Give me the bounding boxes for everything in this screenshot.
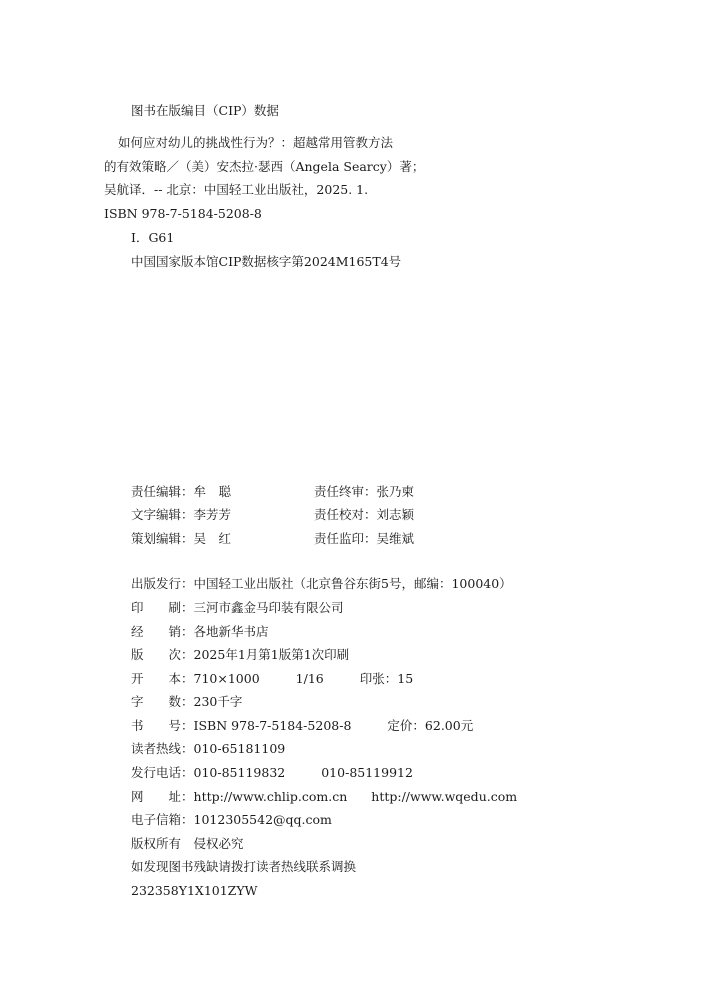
info-format-fold: 1/16 (295, 671, 324, 686)
staff-text-editor-value: 李芳芳 (193, 507, 232, 522)
info-edition-label: 版 次： (131, 647, 194, 662)
cip-classification: Ⅰ．G61 (131, 230, 175, 245)
staff-proofread-label: 责任校对： (314, 507, 377, 522)
staff-proofread (314, 507, 414, 523)
cip-book-title-line2: 的有效策略／（美）安杰拉·瑟西（Angela Searcy）著； (104, 159, 425, 174)
staff-text-editor (131, 507, 231, 523)
info-publisher-label: 出版发行： (131, 576, 194, 591)
info-phone-1: 010-85119832 (193, 765, 286, 780)
info-hotline (131, 741, 285, 757)
staff-proofread-value: 刘志颖 (376, 507, 415, 522)
info-hotline-label: 读者热线： (131, 741, 194, 756)
info-website-label: 网 址： (131, 789, 194, 804)
cip-title: 图书在版编目（CIP）数据 (131, 103, 279, 118)
info-price-label: 定价： (387, 718, 425, 733)
staff-final-review-label: 责任终审： (314, 484, 377, 499)
info-defect-notice: 如发现图书残缺请拨打读者热线联系调换 (131, 859, 357, 874)
info-printer (131, 600, 344, 616)
staff-supervisor-value: 吴维斌 (376, 531, 415, 546)
info-sheets-value: 15 (397, 671, 414, 686)
info-website-1: http://www.chlip.com.cn (193, 789, 348, 804)
info-printer-label: 印 刷： (131, 600, 194, 615)
info-website (131, 789, 517, 805)
info-code: 232358Y1X101ZYW (131, 883, 258, 898)
staff-planning-editor-value: 吴 红 (193, 531, 232, 546)
info-distributor-label: 经 销： (131, 624, 194, 639)
info-price-value: 62.00元 (424, 718, 474, 733)
staff-final-review (314, 484, 414, 500)
cip-isbn: ISBN 978-7-5184-5208-8 (104, 206, 262, 221)
info-format-label: 开 本： (131, 671, 194, 686)
info-phone (131, 765, 413, 781)
info-isbn (131, 718, 473, 734)
staff-supervisor (314, 531, 414, 547)
info-email (131, 812, 332, 828)
info-hotline-value: 010-65181109 (193, 741, 286, 756)
info-publisher (131, 576, 512, 592)
info-sheets-label: 印张： (359, 671, 398, 686)
info-website-2: http://www.wqedu.com (371, 789, 518, 804)
staff-editor-value: 牟 聪 (193, 484, 232, 499)
info-format (131, 671, 413, 687)
info-words (131, 694, 242, 710)
info-phone-2: 010-85119912 (321, 765, 413, 780)
cip-translator-publisher: 吴航译．-- 北京：中国轻工业出版社，2025. 1. (104, 182, 369, 197)
info-edition (131, 647, 349, 663)
info-distributor (131, 624, 269, 640)
staff-planning-editor-label: 策划编辑： (131, 531, 194, 546)
info-isbn-value: ISBN 978-7-5184-5208-8 (193, 718, 352, 733)
info-edition-value: 2025年1月第1版第1次印刷 (193, 647, 350, 662)
staff-supervisor-label: 责任监印： (314, 531, 377, 546)
info-rights: 版权所有 侵权必究 (131, 836, 244, 851)
staff-editor-label: 责任编辑： (131, 484, 194, 499)
cip-record-number: 中国国家版本馆CIP数据核字第2024M165T4号 (131, 254, 402, 269)
info-email-label: 电子信箱： (131, 812, 194, 827)
cip-book-title-line1: 如何应对幼儿的挑战性行为？：超越常用管教方法 (118, 135, 394, 150)
staff-editor (131, 484, 231, 500)
info-words-label: 字 数： (131, 694, 194, 709)
info-isbn-label: 书 号： (131, 718, 194, 733)
info-printer-value: 三河市鑫金马印装有限公司 (193, 600, 344, 615)
info-publisher-value: 中国轻工业出版社（北京鲁谷东街5号，邮编：100040） (193, 576, 512, 591)
info-phone-label: 发行电话： (131, 765, 194, 780)
staff-planning-editor (131, 531, 231, 547)
info-words-value: 230千字 (193, 694, 243, 709)
info-format-size: 710×1000 (193, 671, 260, 686)
staff-text-editor-label: 文字编辑： (131, 507, 194, 522)
info-email-value: 1012305542@qq.com (193, 812, 332, 827)
info-distributor-value: 各地新华书店 (193, 624, 269, 639)
staff-final-review-value: 张乃柬 (376, 484, 415, 499)
